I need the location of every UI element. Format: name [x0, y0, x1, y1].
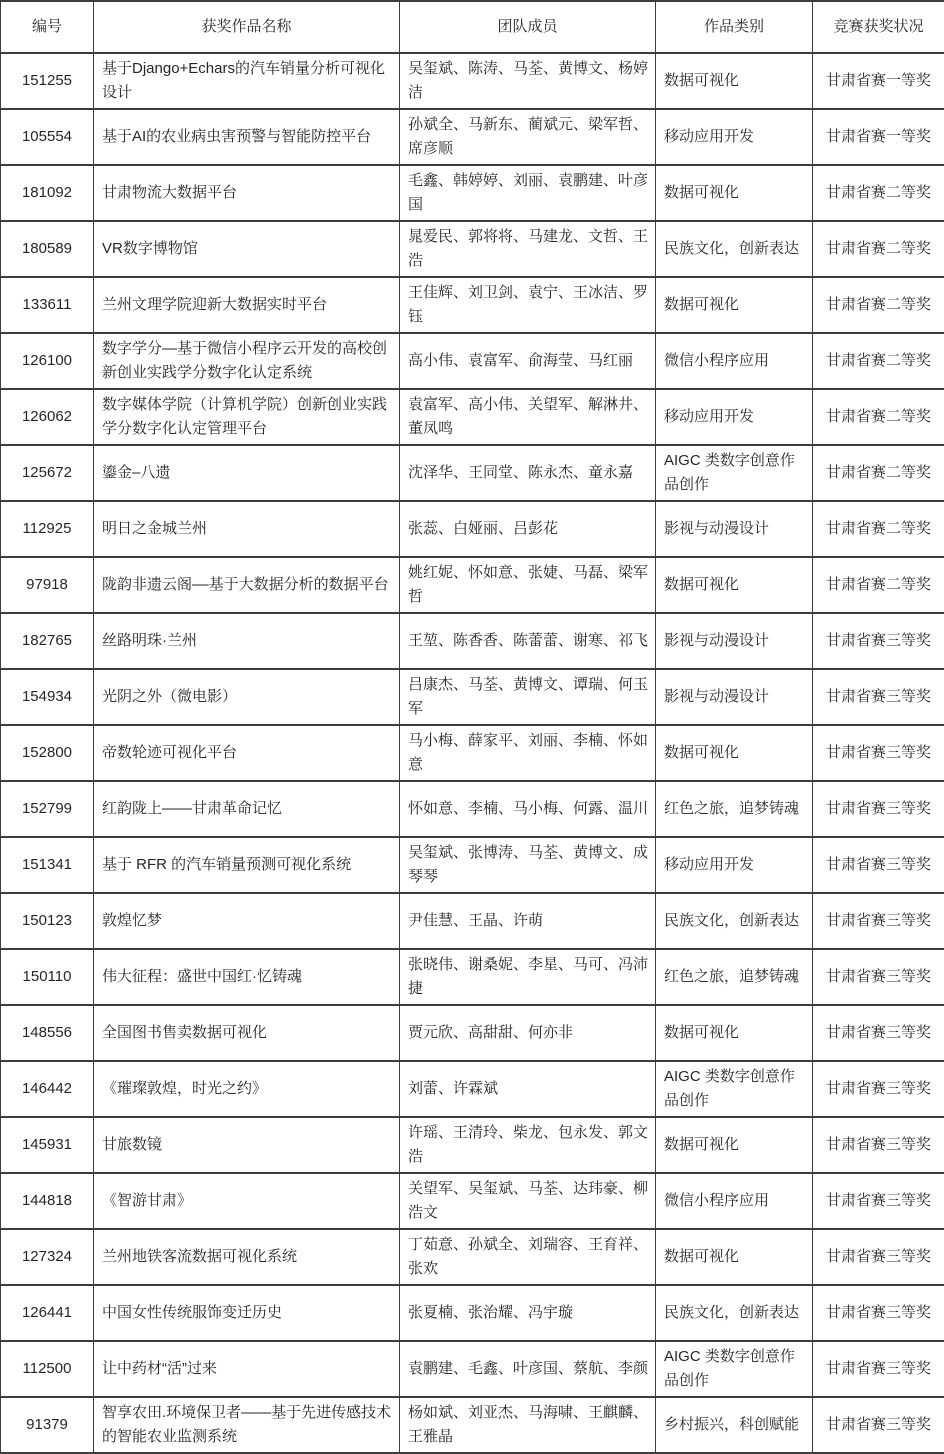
work-title-cell: 全国图书售卖数据可视化: [94, 1005, 400, 1061]
award-status-cell: 甘肃省赛一等奖: [813, 53, 944, 109]
table-row: [1, 1285, 944, 1341]
award-status-cell: 甘肃省赛二等奖: [813, 557, 944, 613]
team-members-cell: 毛鑫、韩婷婷、刘丽、袁鹏建、叶彦国: [400, 165, 656, 221]
row-id-cell: 148556: [1, 1005, 94, 1061]
work-category-cell: 红色之旅，追梦铸魂: [656, 781, 813, 837]
work-category-cell: 红色之旅，追梦铸魂: [656, 949, 813, 1005]
table-row: [1, 389, 944, 445]
award-status-cell: 甘肃省赛三等奖: [813, 1397, 944, 1453]
header-team-members: 团队成员: [400, 1, 656, 53]
team-members-cell: 张夏楠、张治耀、冯宇璇: [400, 1285, 656, 1341]
row-id-cell: 152800: [1, 725, 94, 781]
row-id-cell: 127324: [1, 1229, 94, 1285]
award-status-cell: 甘肃省赛二等奖: [813, 277, 944, 333]
team-members-cell: 马小梅、薛家平、刘丽、李楠、怀如意: [400, 725, 656, 781]
award-status-cell: 甘肃省赛三等奖: [813, 837, 944, 893]
team-members-cell: 张蕊、白娅丽、吕彭花: [400, 501, 656, 557]
row-id-cell: 126062: [1, 389, 94, 445]
header-row: [1, 1, 944, 53]
table-row: [1, 165, 944, 221]
award-status-cell: 甘肃省赛一等奖: [813, 109, 944, 165]
work-title-cell: 红韵陇上——甘肃革命记忆: [94, 781, 400, 837]
table-row: [1, 1061, 944, 1117]
row-id-cell: 105554: [1, 109, 94, 165]
row-id-cell: 125672: [1, 445, 94, 501]
work-category-cell: 影视与动漫设计: [656, 613, 813, 669]
work-category-cell: 民族文化，创新表达: [656, 1285, 813, 1341]
table-body: [1, 53, 944, 1453]
team-members-cell: 关望军、吴玺斌、马荃、达玮豪、柳浩文: [400, 1173, 656, 1229]
work-category-cell: 数据可视化: [656, 1229, 813, 1285]
row-id-cell: 150123: [1, 893, 94, 949]
row-id-cell: 112500: [1, 1341, 94, 1397]
award-status-cell: 甘肃省赛三等奖: [813, 1285, 944, 1341]
team-members-cell: 怀如意、李楠、马小梅、何露、温川: [400, 781, 656, 837]
award-status-cell: 甘肃省赛三等奖: [813, 781, 944, 837]
row-id-cell: 126441: [1, 1285, 94, 1341]
work-category-cell: AIGC 类数字创意作品创作: [656, 1341, 813, 1397]
work-title-cell: 《智游甘肃》: [94, 1173, 400, 1229]
team-members-cell: 孙斌全、马新东、蔺斌元、梁军哲、席彦顺: [400, 109, 656, 165]
work-title-cell: 丝路明珠·兰州: [94, 613, 400, 669]
team-members-cell: 袁富军、高小伟、关望军、解淋井、董凤鸣: [400, 389, 656, 445]
table-header: [1, 1, 944, 53]
table-row: [1, 277, 944, 333]
award-status-cell: 甘肃省赛三等奖: [813, 1173, 944, 1229]
work-category-cell: 影视与动漫设计: [656, 501, 813, 557]
work-category-cell: 影视与动漫设计: [656, 669, 813, 725]
work-category-cell: AIGC 类数字创意作品创作: [656, 445, 813, 501]
team-members-cell: 袁鹏建、毛鑫、叶彦国、蔡航、李颜: [400, 1341, 656, 1397]
team-members-cell: 姚红妮、怀如意、张婕、马磊、梁军哲: [400, 557, 656, 613]
work-title-cell: 甘肃物流大数据平台: [94, 165, 400, 221]
table-row: [1, 949, 944, 1005]
header-work-title: 获奖作品名称: [94, 1, 400, 53]
row-id-cell: 133611: [1, 277, 94, 333]
team-members-cell: 刘蕾、许霖斌: [400, 1061, 656, 1117]
work-title-cell: 敦煌忆梦: [94, 893, 400, 949]
row-id-cell: 112925: [1, 501, 94, 557]
team-members-cell: 王佳辉、刘卫剑、袁宁、王冰洁、罗钰: [400, 277, 656, 333]
award-status-cell: 甘肃省赛三等奖: [813, 1005, 944, 1061]
team-members-cell: 许瑶、王清玲、柴龙、包永发、郭文浩: [400, 1117, 656, 1173]
table-row: [1, 725, 944, 781]
work-category-cell: 数据可视化: [656, 165, 813, 221]
table-row: [1, 501, 944, 557]
row-id-cell: 91379: [1, 1397, 94, 1453]
work-title-cell: 帝数轮迹可视化平台: [94, 725, 400, 781]
work-title-cell: 鎏金–八遗: [94, 445, 400, 501]
table-row: [1, 669, 944, 725]
work-title-cell: 基于Django+Echars的汽车销量分析可视化设计: [94, 53, 400, 109]
row-id-cell: 181092: [1, 165, 94, 221]
work-title-cell: 基于AI的农业病虫害预警与智能防控平台: [94, 109, 400, 165]
award-status-cell: 甘肃省赛三等奖: [813, 725, 944, 781]
award-status-cell: 甘肃省赛三等奖: [813, 893, 944, 949]
work-category-cell: 乡村振兴，科创赋能: [656, 1397, 813, 1453]
table-row: [1, 53, 944, 109]
work-category-cell: 移动应用开发: [656, 389, 813, 445]
work-category-cell: 民族文化，创新表达: [656, 893, 813, 949]
table-row: [1, 333, 944, 389]
work-title-cell: VR数字博物馆: [94, 221, 400, 277]
work-title-cell: 数字媒体学院（计算机学院）创新创业实践学分数字化认定管理平台: [94, 389, 400, 445]
row-id-cell: 182765: [1, 613, 94, 669]
table-row: [1, 221, 944, 277]
work-title-cell: 兰州文理学院迎新大数据实时平台: [94, 277, 400, 333]
table-row: [1, 445, 944, 501]
award-status-cell: 甘肃省赛二等奖: [813, 221, 944, 277]
row-id-cell: 180589: [1, 221, 94, 277]
row-id-cell: 151255: [1, 53, 94, 109]
award-status-cell: 甘肃省赛三等奖: [813, 613, 944, 669]
work-category-cell: AIGC 类数字创意作品创作: [656, 1061, 813, 1117]
work-title-cell: 甘旅数镜: [94, 1117, 400, 1173]
team-members-cell: 高小伟、袁富军、俞海莹、马红丽: [400, 333, 656, 389]
work-title-cell: 明日之金城兰州: [94, 501, 400, 557]
team-members-cell: 吴玺斌、陈涛、马荃、黄博文、杨婷洁: [400, 53, 656, 109]
team-members-cell: 张晓伟、谢桑妮、李星、马可、冯沛捷: [400, 949, 656, 1005]
award-status-cell: 甘肃省赛二等奖: [813, 501, 944, 557]
row-id-cell: 154934: [1, 669, 94, 725]
table-row: [1, 837, 944, 893]
team-members-cell: 沈泽华、王同堂、陈永杰、童永嘉: [400, 445, 656, 501]
row-id-cell: 151341: [1, 837, 94, 893]
work-title-cell: 《璀璨敦煌，时光之约》: [94, 1061, 400, 1117]
team-members-cell: 尹佳慧、王晶、许萌: [400, 893, 656, 949]
award-status-cell: 甘肃省赛二等奖: [813, 445, 944, 501]
award-status-cell: 甘肃省赛三等奖: [813, 669, 944, 725]
work-category-cell: 微信小程序应用: [656, 1173, 813, 1229]
work-category-cell: 微信小程序应用: [656, 333, 813, 389]
work-category-cell: 移动应用开发: [656, 837, 813, 893]
table-row: [1, 893, 944, 949]
award-status-cell: 甘肃省赛三等奖: [813, 1341, 944, 1397]
table-row: [1, 1173, 944, 1229]
team-members-cell: 王堃、陈香香、陈蕾蕾、谢寒、祁飞: [400, 613, 656, 669]
row-id-cell: 150110: [1, 949, 94, 1005]
work-title-cell: 数字学分—基于微信小程序云开发的高校创新创业实践学分数字化认定系统: [94, 333, 400, 389]
work-category-cell: 数据可视化: [656, 1117, 813, 1173]
team-members-cell: 晁爱民、郭将将、马建龙、文哲、王浩: [400, 221, 656, 277]
row-id-cell: 144818: [1, 1173, 94, 1229]
header-award-status: 竞赛获奖状况: [813, 1, 944, 53]
table-row: [1, 557, 944, 613]
work-category-cell: 数据可视化: [656, 725, 813, 781]
table-row: [1, 1005, 944, 1061]
work-category-cell: 数据可视化: [656, 277, 813, 333]
row-id-cell: 145931: [1, 1117, 94, 1173]
award-status-cell: 甘肃省赛三等奖: [813, 949, 944, 1005]
work-category-cell: 民族文化，创新表达: [656, 221, 813, 277]
work-title-cell: 兰州地铁客流数据可视化系统: [94, 1229, 400, 1285]
team-members-cell: 贾元欣、高甜甜、何亦非: [400, 1005, 656, 1061]
table-row: [1, 109, 944, 165]
row-id-cell: 146442: [1, 1061, 94, 1117]
table-row: [1, 1117, 944, 1173]
header-work-category: 作品类别: [656, 1, 813, 53]
award-status-cell: 甘肃省赛三等奖: [813, 1117, 944, 1173]
table-row: [1, 1341, 944, 1397]
team-members-cell: 丁茹意、孙斌全、刘瑞容、王育祥、张欢: [400, 1229, 656, 1285]
work-title-cell: 基于 RFR 的汽车销量预测可视化系统: [94, 837, 400, 893]
award-status-cell: 甘肃省赛三等奖: [813, 1061, 944, 1117]
work-title-cell: 让中药材“活”过来: [94, 1341, 400, 1397]
table-row: [1, 613, 944, 669]
table-row: [1, 1229, 944, 1285]
work-title-cell: 陇韵非遗云阁––基于大数据分析的数据平台: [94, 557, 400, 613]
work-category-cell: 数据可视化: [656, 53, 813, 109]
work-category-cell: 移动应用开发: [656, 109, 813, 165]
work-category-cell: 数据可视化: [656, 1005, 813, 1061]
award-status-cell: 甘肃省赛二等奖: [813, 333, 944, 389]
work-title-cell: 伟大征程：盛世中国红·忆铸魂: [94, 949, 400, 1005]
work-category-cell: 数据可视化: [656, 557, 813, 613]
work-title-cell: 智享农田.环境保卫者——基于先进传感技术的智能农业监测系统: [94, 1397, 400, 1453]
team-members-cell: 杨如斌、刘亚杰、马海啸、王麒麟、王雅晶: [400, 1397, 656, 1453]
award-status-cell: 甘肃省赛二等奖: [813, 389, 944, 445]
team-members-cell: 吕康杰、马荃、黄博文、谭瑞、何玉军: [400, 669, 656, 725]
work-title-cell: 中国女性传统服饰变迁历史: [94, 1285, 400, 1341]
header-id: 编号: [1, 1, 94, 53]
award-status-cell: 甘肃省赛二等奖: [813, 165, 944, 221]
work-title-cell: 光阴之外（微电影）: [94, 669, 400, 725]
row-id-cell: 152799: [1, 781, 94, 837]
team-members-cell: 吴玺斌、张博涛、马荃、黄博文、成琴琴: [400, 837, 656, 893]
row-id-cell: 97918: [1, 557, 94, 613]
award-status-cell: 甘肃省赛三等奖: [813, 1229, 944, 1285]
table-row: [1, 1397, 944, 1453]
table-row: [1, 781, 944, 837]
row-id-cell: 126100: [1, 333, 94, 389]
